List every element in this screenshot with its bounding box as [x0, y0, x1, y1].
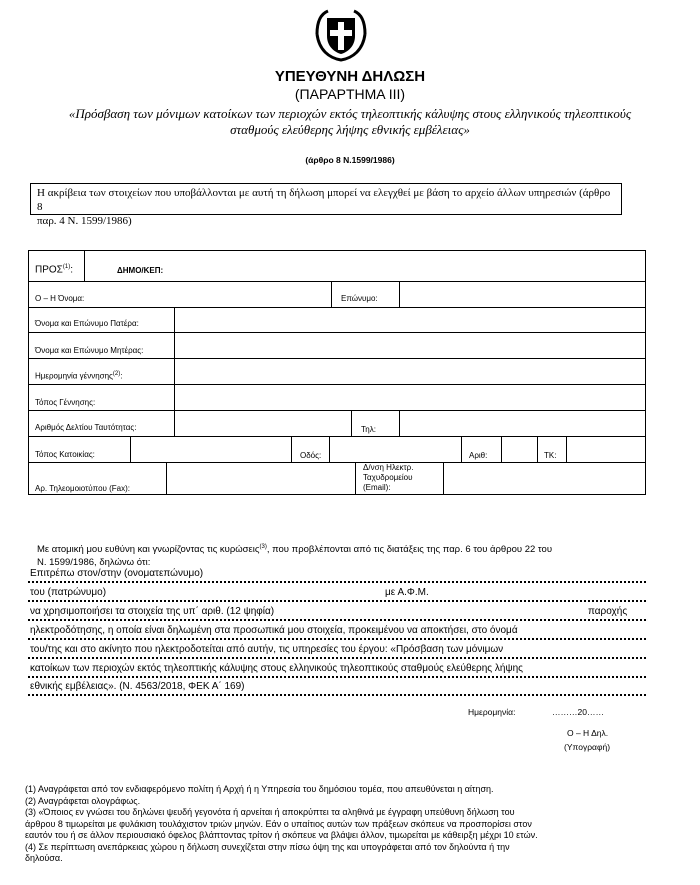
street-label: Οδός: [300, 451, 322, 460]
document-title: ΥΠΕΥΘΥΝΗ ΔΗΛΩΣΗ [274, 68, 426, 85]
declaration-line: ηλεκτροδότησης, η οποία είναι δηλωμένη στα προσωπικά μου στοιχεία, προκειμένου να αποκτήσει, στο όνομά [30, 625, 518, 636]
declaration-line: Επιτρέπω στον/στην (ονοματεπώνυμο) [30, 568, 204, 579]
birth-place-label: Τόπος Γέννησης: [35, 398, 96, 407]
declaration-line: να χρησιμοποιήσει τα στοιχεία της υπ΄ αριθ. (12 ψηφία) [30, 606, 275, 617]
signature-note: (Υπογραφή) [564, 742, 611, 752]
first-name-label: Ο – Η Όνομα: [35, 294, 85, 303]
email-label: Δ/νση Ηλεκτρ. Ταχυδρομείου (Email): [363, 463, 414, 492]
document-subtitle: (ΠΑΡΑΡΤΗΜΑ ΙΙΙ) [294, 86, 406, 102]
residence-label: Τόπος Κατοικίας: [35, 450, 95, 459]
street-number-label: Αριθ: [469, 451, 488, 460]
birth-date-label: Ημερομηνία γέννησης$^{(2)}$: [35, 371, 123, 381]
footnote-3: (3) «Όποιος εν γνώσει του δηλώνει ψευδή γεγονότα ή αρνείται ή αποκρύπτει τα αληθινά με έγγραφη υπεύθυνη δήλωση του άρθρου 8 τιμωρείται με φυλάκιση τουλάχιστον τριών μηνών. Εάν ο υπαίτιος αυτών των πράξεων σκόπευε να προσπορίσει στον εαυτόν του ή σε άλλον περιουσιακό όφελος βλάπτοντας τρίτον ή σκόπευε να βλάψει άλλον, τιμωρείται με κάθειρξη μέχρι 10 ετών. [25, 807, 538, 840]
surname-label: Επώνυμο: [341, 294, 378, 303]
declaration-line: κατοίκων των περιοχών εκτός τηλεοπτικής κάλυψης στους ελληνικούς τηλεοπτικούς σταθμούς ελεύθερης λήψης [30, 663, 523, 674]
declaration-line: με Α.Φ.Μ. [385, 587, 429, 598]
father-name-label: Όνομα και Επώνυμο Πατέρα: [35, 319, 139, 328]
declaration-line: παροχής [588, 606, 628, 617]
declaration-intro: Με ατομική μου ευθύνη και γνωρίζοντας τις κυρώσεις$^{(3)}$, που προβλέπονται από τις διατάξεις της παρ. 6 του άρθρου 22 του Ν. 1599/1986, δηλώνω ότι: [37, 544, 553, 569]
postal-code-label: ΤΚ: [544, 451, 557, 460]
declaration-line: εθνικής εμβέλειας». (Ν. 4563/2018, ΦΕΚ Α΄ 169) [30, 681, 245, 692]
mother-name-label: Όνομα και Επώνυμο Μητέρας: [35, 346, 144, 355]
id-number-label: Αριθμός Δελτίου Ταυτότητας: [35, 423, 137, 432]
date-label: Ημερομηνία: [468, 707, 516, 717]
phone-label: Τηλ: [361, 425, 376, 434]
declaration-line: του/της και στο ακίνητο που ηλεκτροδοτείται από αυτήν, τις υπηρεσίες του έργου: «Πρόσβαση των μόνιμων [30, 644, 504, 655]
declaration-line: του (πατρώνυμο) [30, 587, 107, 598]
footnote-1: (1) Αναγράφεται από τον ενδιαφερόμενο πολίτη ή Αρχή ή η Υπηρεσία του δημόσιου τομέα, που απευθύνεται η αίτηση. [25, 784, 494, 794]
footnote-4: (4) Σε περίπτωση ανεπάρκειας χώρου η δήλωση συνεχίζεται στην πίσω όψη της και υπογράφεται από τον δηλούντα ή την δηλούσα. [25, 841, 510, 863]
date-value: ………20…… [552, 707, 604, 717]
law-reference: (άρθρο 8 Ν.1599/1986) [305, 155, 395, 165]
purpose-text: «Πρόσβαση των μόνιμων κατοίκων των περιοχών εκτός τηλεοπτικής κάλυψης στους ελληνικούς τηλεοπτικούς σταθμούς ελεύθερης λήψης εθνικής εμβέλειας» [68, 106, 632, 137]
pros-label: ΠΡΟΣ$^{(1)}$: [35, 264, 73, 276]
signer-label: Ο – Η Δηλ. [567, 728, 609, 738]
footnotes [25, 784, 675, 865]
dimos-kep-label: ΔΗΜΟ/ΚΕΠ: [117, 266, 164, 275]
footnote-2: (2) Αναγράφεται ολογράφως. [25, 795, 141, 806]
fax-label: Αρ. Τηλεομοιοτύπου (Fax): [35, 484, 130, 493]
accuracy-notice: Η ακρίβεια των στοιχείων που υποβάλλονται με αυτή τη δήλωση μπορεί να ελεγχθεί με βάση το αρχείο άλλων υπηρεσιών (άρθρο 8 παρ. 4 Ν. 1599/1986) [30, 183, 622, 215]
